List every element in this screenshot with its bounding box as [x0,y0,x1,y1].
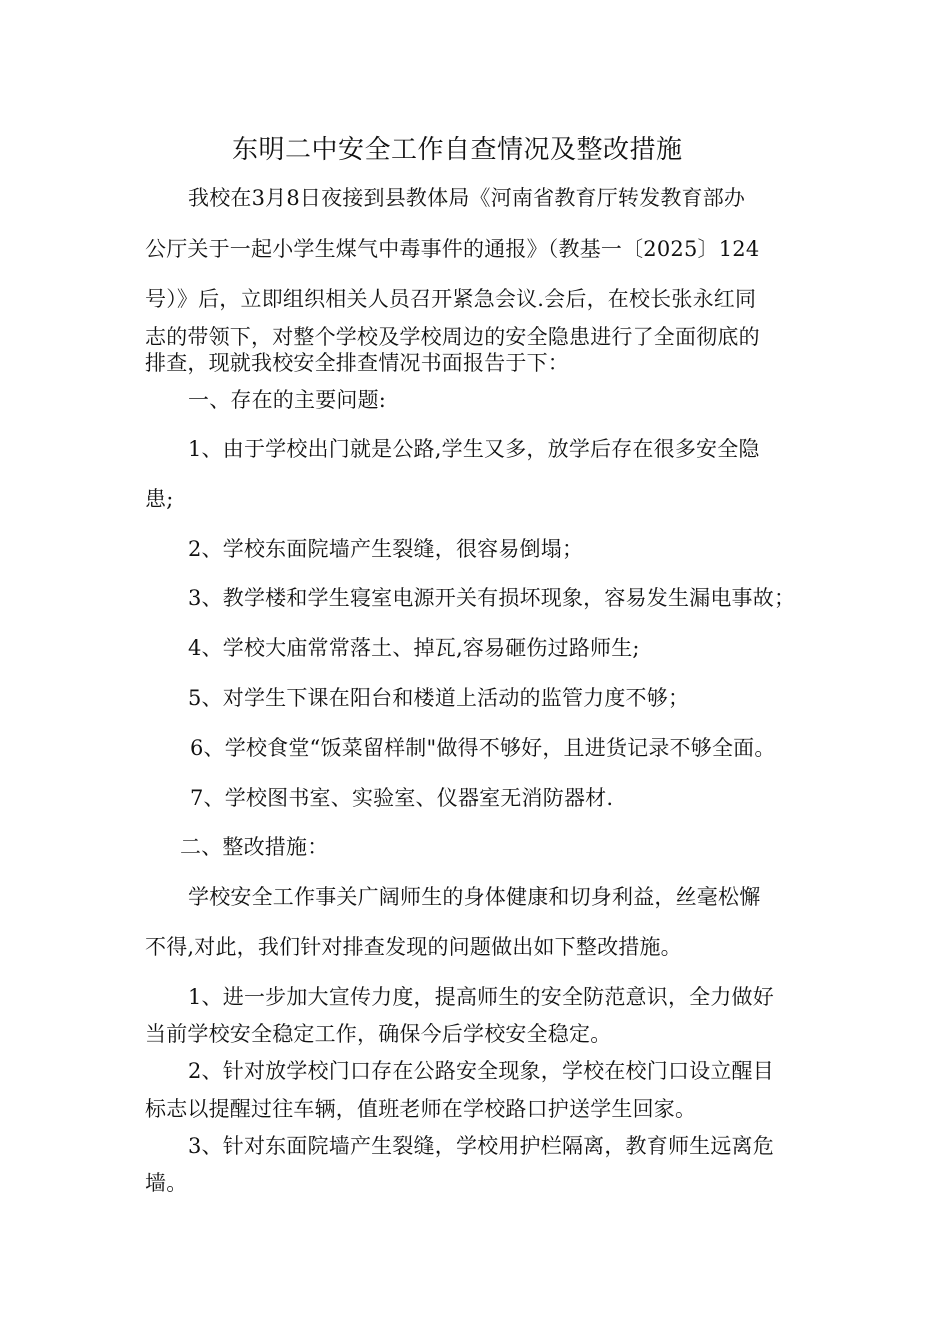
intro-line: 号）》后，立即组织相关人员召开紧急会议.会后，在校长张永红同 [145,287,757,311]
measure-item: 墙。 [145,1171,188,1195]
intro-line: 我校在3月8日夜接到县教体局《河南省教育厅转发教育部办 [188,186,746,210]
measure-item: 3、针对东面院墙产生裂缝，学校用护栏隔离，教育师生远离危 [188,1134,774,1158]
document-title: 东明二中安全工作自查情况及整改措施 [232,135,683,165]
problem-item: 3、教学楼和学生寝室电源开关有损坏现象，容易发生漏电事故； [188,586,796,610]
problem-item: 2、学校东面院墙产生裂缝，很容易倒塌； [188,537,584,561]
problem-item: 7、学校图书室、实验室、仪器室无消防器材. [190,786,614,810]
problem-item: 6、学校食堂“饭菜留样制"做得不够好，且进货记录不够全面。 [190,736,776,760]
intro-line: 公厅关于一起小学生煤气中毒事件的通报》（教基一〔2025〕124 [145,237,760,261]
problem-item: 患; [145,487,174,511]
measure-item: 标志以提醒过往车辆，值班老师在学校路口护送学生回家。 [145,1097,697,1121]
measure-item: 2、针对放学校门口存在公路安全现象，学校在校门口设立醒目 [188,1059,774,1083]
problem-item: 5、对学生下课在阳台和楼道上活动的监管力度不够； [188,686,690,710]
section-heading: 二、整改措施： [180,835,329,859]
section-heading: 一、存在的主要问题: [188,388,387,412]
measure-item: 当前学校安全稳定工作，确保今后学校安全稳定。 [145,1022,612,1046]
intro-line: 排查，现就我校安全排查情况书面报告于下： [145,351,569,375]
intro-line: 志的带领下，对整个学校及学校周边的安全隐患进行了全面彻底的 [145,325,760,349]
measures-intro-line: 不得,对此，我们针对排查发现的问题做出如下整改措施。 [145,935,682,959]
problem-item: 4、学校大庙常常落土、掉瓦,容易砸伤过路师生; [188,636,640,660]
problem-item: 1、由于学校出门就是公路,学生又多，放学后存在很多安全隐 [188,437,760,461]
measure-item: 1、进一步加大宣传力度，提高师生的安全防范意识，全力做好 [188,985,774,1009]
measures-intro-line: 学校安全工作事关广阔师生的身体健康和切身利益，丝毫松懈 [188,885,761,909]
